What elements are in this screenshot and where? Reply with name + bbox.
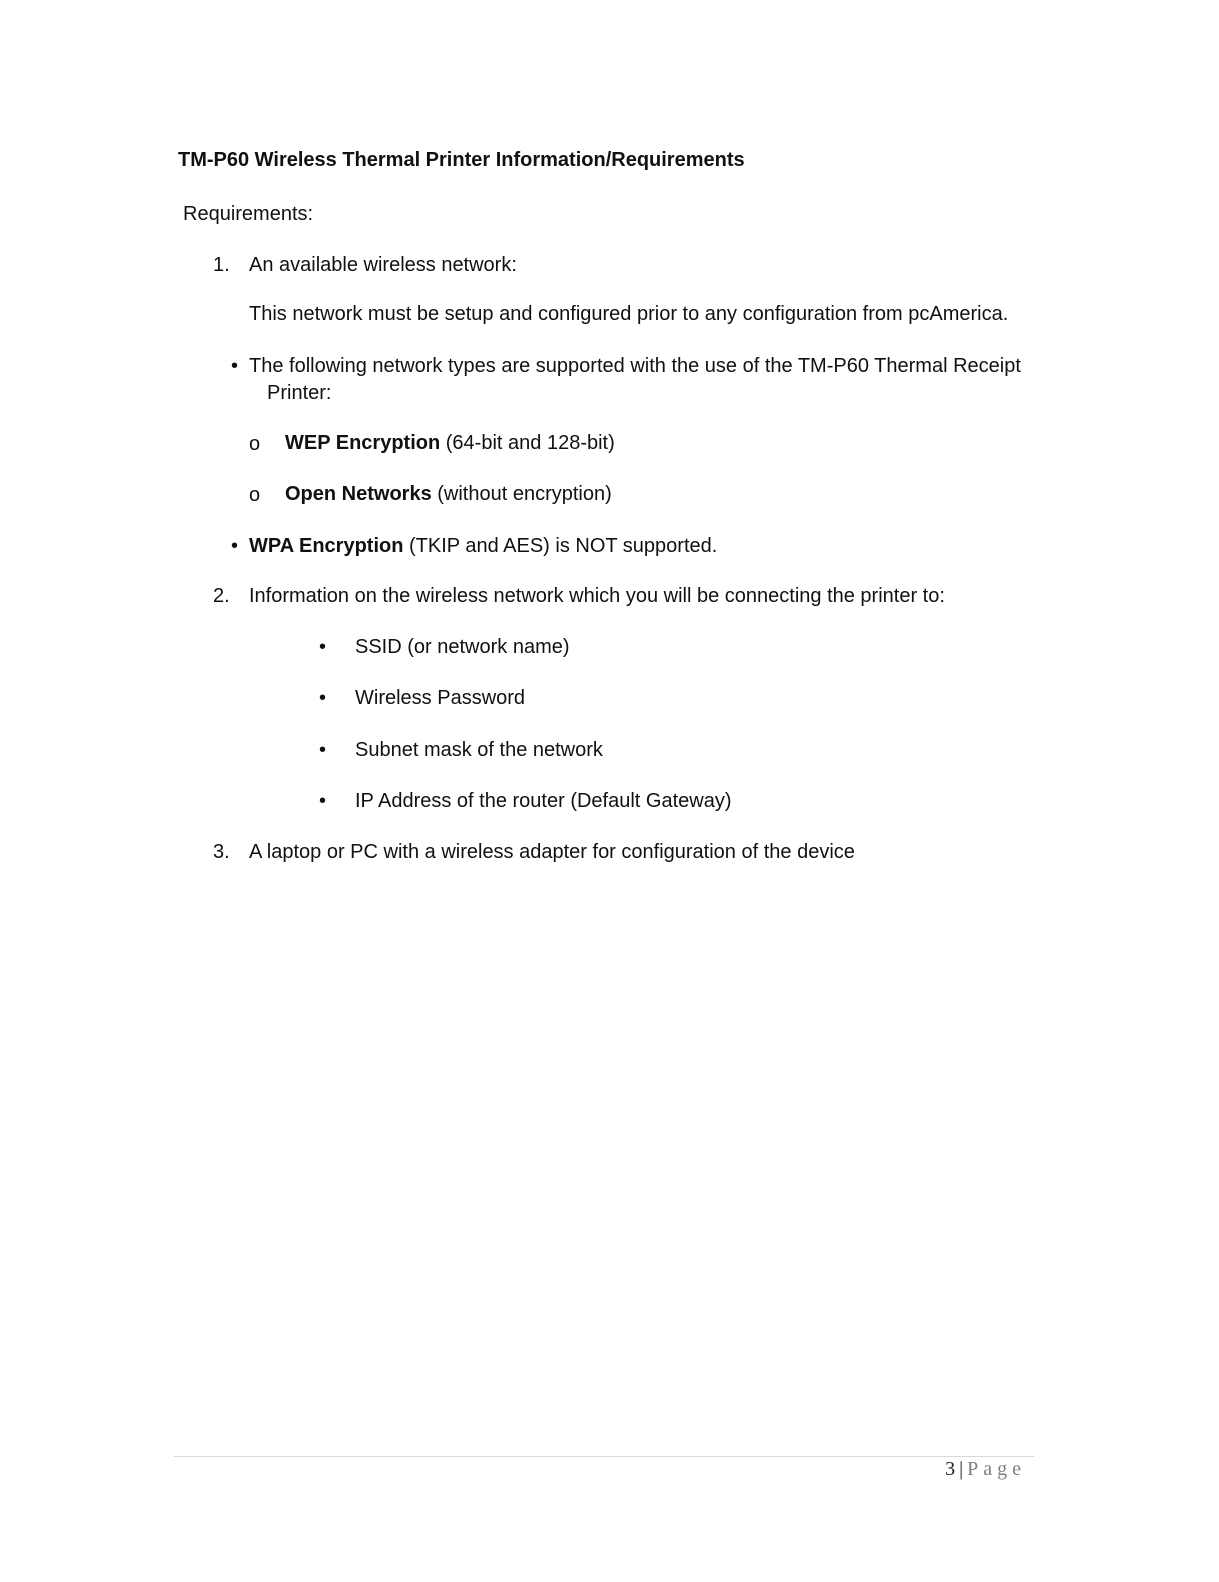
- page-label: Page: [967, 1458, 1026, 1480]
- document-title: TM-P60 Wireless Thermal Printer Information/Requirements: [178, 149, 745, 171]
- sub-bullet-wep: [285, 430, 615, 456]
- network-info-gateway: IP Address of the router (Default Gateway): [355, 790, 732, 812]
- supported-types-line-2: Printer:: [267, 382, 332, 404]
- bullet-icon: •: [231, 355, 239, 377]
- list-item-2-text: Information on the wireless network which you will be connecting the printer to:: [249, 585, 945, 607]
- network-info-subnet: Subnet mask of the network: [355, 739, 603, 761]
- wpa-bold: WPA Encryption: [249, 535, 404, 557]
- list-item-1-text: An available wireless network:: [249, 254, 517, 276]
- page-footer: [945, 1456, 1026, 1482]
- list-number-3: 3.: [213, 841, 230, 863]
- bullet-icon: •: [319, 687, 327, 709]
- supported-types-line-1: The following network types are supported with the use of the TM-P60 Thermal Receipt: [249, 355, 1021, 377]
- wpa-rest: (TKIP and AES) is NOT supported.: [403, 535, 718, 557]
- network-info-ssid: SSID (or network name): [355, 636, 570, 658]
- list-number-1: 1.: [213, 254, 230, 276]
- circle-bullet-icon: o: [249, 433, 261, 455]
- sub-bullet-open: [285, 481, 612, 507]
- list-item-3-text: A laptop or PC with a wireless adapter for configuration of the device: [249, 841, 855, 863]
- bullet-icon: •: [319, 790, 327, 812]
- sub-bullet-wep-bold: WEP Encryption: [285, 432, 441, 454]
- sub-bullet-open-rest: (without encryption): [431, 483, 612, 505]
- circle-bullet-icon: o: [249, 484, 261, 506]
- page-number: 3: [945, 1458, 956, 1480]
- bullet-icon: •: [319, 636, 327, 658]
- wpa-not-supported: [249, 533, 717, 559]
- bullet-icon: •: [319, 739, 327, 761]
- list-item-1-note: This network must be setup and configured prior to any configuration from pcAmerica.: [249, 303, 1009, 325]
- sub-bullet-open-bold: Open Networks: [285, 483, 432, 505]
- requirements-label: Requirements:: [183, 203, 314, 225]
- footer-separator: |: [959, 1458, 964, 1480]
- bullet-icon: •: [231, 535, 239, 557]
- footer-divider: [174, 1456, 1034, 1457]
- sub-bullet-wep-rest: (64-bit and 128-bit): [440, 432, 615, 454]
- network-info-password: Wireless Password: [355, 687, 526, 709]
- list-number-2: 2.: [213, 585, 230, 607]
